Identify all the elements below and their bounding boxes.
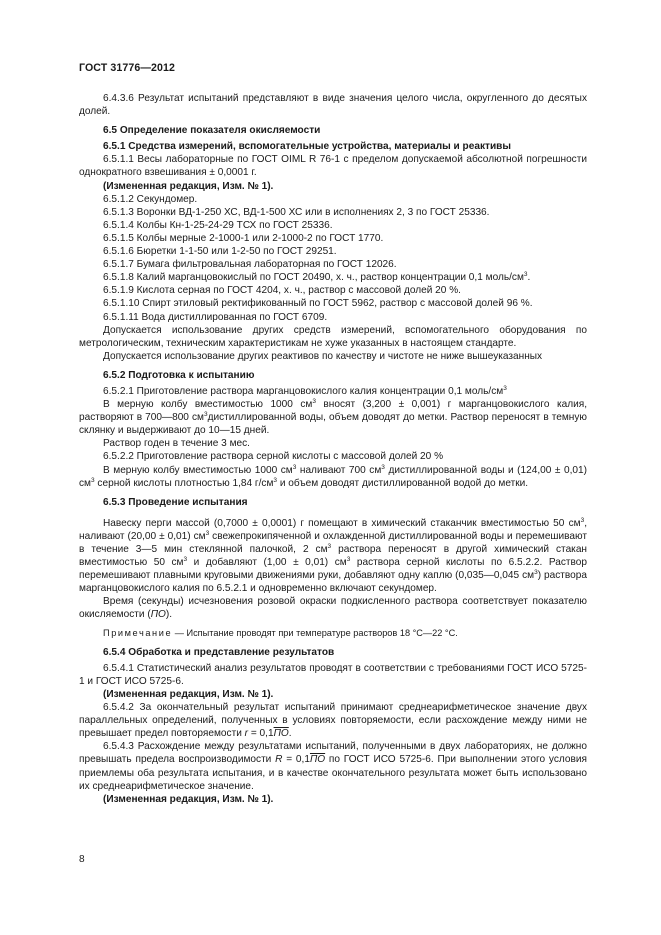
para-65110: 6.5.1.10 Спирт этиловый ректификованный по ГОСТ 5962, раствор с массовой долей 96 %.: [103, 298, 533, 310]
document-body: [79, 92, 587, 806]
para-6515: 6.5.1.5 Колбы мерные 2-1000-1 или 2-1000-2 по ГОСТ 1770.: [103, 232, 384, 244]
para-allow-equipment: Допускается использование других средств измерений, вспомогательного оборудования по метрологическим, техническим характеристикам не хуже указанных в настоящем стандарте.: [79, 324, 587, 349]
para-6519: 6.5.1.9 Кислота серная по ГОСТ 4204, х. ч., раствор с массовой долей 20 %.: [103, 285, 461, 297]
para-6517: 6.5.1.7 Бумага фильтровальная лабораторная по ГОСТ 12026.: [103, 259, 397, 271]
section-6-5-title: 6.5 Определение показателя окисляемости: [103, 125, 321, 137]
section-6-5-1-title: 6.5.1 Средства измерений, вспомогательные устройства, материалы и реактивы: [103, 141, 511, 153]
para-6521: 6.5.2.1 Приготовление раствора марганцовокислого калия концентрации 0,1 моль/$см^3$: [103, 384, 507, 397]
standard-header: ГОСТ 31776—2012: [79, 62, 176, 74]
section-6-5-2-title: 6.5.2 Подготовка к испытанию: [103, 369, 255, 381]
para-6513: 6.5.1.3 Воронки ВД-1-250 ХС, ВД-1-500 ХС или в исполнениях 2, 3 по ГОСТ 25336.: [103, 206, 490, 218]
amendment-note: (Измененная редакция, Изм. № 1).: [103, 793, 274, 805]
section-6-5-3-title: 6.5.3 Проведение испытания: [103, 496, 248, 508]
para-6541: 6.5.4.1 Статистический анализ результатов проводят в соответствии с требованиями ГОСТ ИСО 5725-1 и ГОСТ ИСО 5725-6.: [79, 662, 587, 687]
para-6543: 6.5.4.3 Расхождение между результатами испытаний, полученными в двух лабораториях, не должно превышать предела воспроизводимости R = 0,1ПО по ГОСТ ИСО 5725-6. При выполнении этого условия приемлемы оба результата испытания, и в качестве окончательного результата может быть использовано их среднеарифметическое значение.: [79, 741, 587, 792]
amendment-note: (Измененная редакция, Изм. № 1).: [103, 180, 274, 192]
para-6514: 6.5.1.4 Колбы Кн-1-25-24-29 ТСХ по ГОСТ 25336.: [103, 219, 333, 231]
para-6512: 6.5.1.2 Секундомер.: [103, 193, 198, 205]
amendment-note: (Измененная редакция, Изм. № 1).: [103, 688, 274, 700]
para-6518: 6.5.1.8 Калий марганцовокислый по ГОСТ 20490, х. ч., раствор концентрации 0,1 моль/$см^3$.: [103, 271, 531, 284]
para-6522-text: В мерную колбу вместимостью 1000 $см^3$ наливают 700 $см^3$ дистиллированной воды и (124,00 ± 0,01) $см^3$ серной кислоты плотностью 1,84 $г/см^3$ и объем доводят дистиллированной водой до метки.: [79, 463, 587, 489]
para-6511: 6.5.1.1 Весы лабораторные по ГОСТ OIML R 76-1 с пределом допускаемой абсолютной погрешности однократного взвешивания ± 0,0001 г.: [79, 154, 587, 179]
note: Примечание — Испытание проводят при температуре растворов 18 °С—22 °С.: [103, 627, 458, 638]
para-6436: 6.4.3.6 Результат испытаний представляют в виде значения целого числа, округленного до десятых долей.: [79, 93, 587, 118]
para-6521-text: В мерную колбу вместимостью 1000 $см^3$ вносят (3,200 ± 0,001) г марганцовокислого калия, растворяют в 700—800 $см^3дистиллированной$ воды, объем доводят до метки. Раствор переносят в темную склянку и выдерживают до 10—15 дней.: [79, 398, 587, 437]
para-6522: 6.5.2.2 Приготовление раствора серной кислоты с массовой долей 20 %: [103, 451, 444, 463]
para-6542: 6.5.4.2 За окончательный результат испытаний принимают среднеарифметическое значение двух параллельных определений, полученных в условиях повторяемости, если расхождение между ними не превышает предел повторяемости r = 0,1ПО.: [79, 702, 587, 740]
page-number: 8: [79, 854, 85, 865]
para-653-text: Навеску перги массой (0,7000 ± 0,0001) г помещают в химический стаканчик вместимостью 50 $см^3$, наливают (20,00 ± 0,01) $см^3$ свежепрокипяченной и охлажденной дистиллированной воды и перемешивают в течение 3—5 мин стеклянной палочкой, 2 $см^3$ раствора переносят в другой химический стакан вместимостью 50 $см^3$ и добавляют (1,00 ± 0,01) $см^3$ раствора серной кислоты по 6.5.2.2. Раствор перемешивают плавными круговыми движениями руки, добавляют одну каплю (0,035—0,045 $см^3$) раствора марганцовокислого калия по 6.5.2.1 и одновременно включают секундомер.: [79, 516, 588, 595]
para-allow-reagents: Допускается использование других реактивов по качеству и чистоте не ниже вышеуказанных: [103, 350, 543, 362]
section-6-5-4-title: 6.5.4 Обработка и представление результатов: [103, 646, 335, 658]
para-time: Время (секунды) исчезновения розовой окраски подкисленного раствора соответствует показателю окисляемости (ПО).: [79, 596, 587, 621]
para-6516: 6.5.1.6 Бюретки 1-1-50 или 1-2-50 по ГОСТ 29251.: [103, 246, 337, 258]
para-65111: 6.5.1.11 Вода дистиллированная по ГОСТ 6709.: [103, 311, 328, 323]
note-label: Примечание: [103, 627, 173, 638]
para-valid: Раствор годен в течение 3 мес.: [103, 438, 250, 450]
